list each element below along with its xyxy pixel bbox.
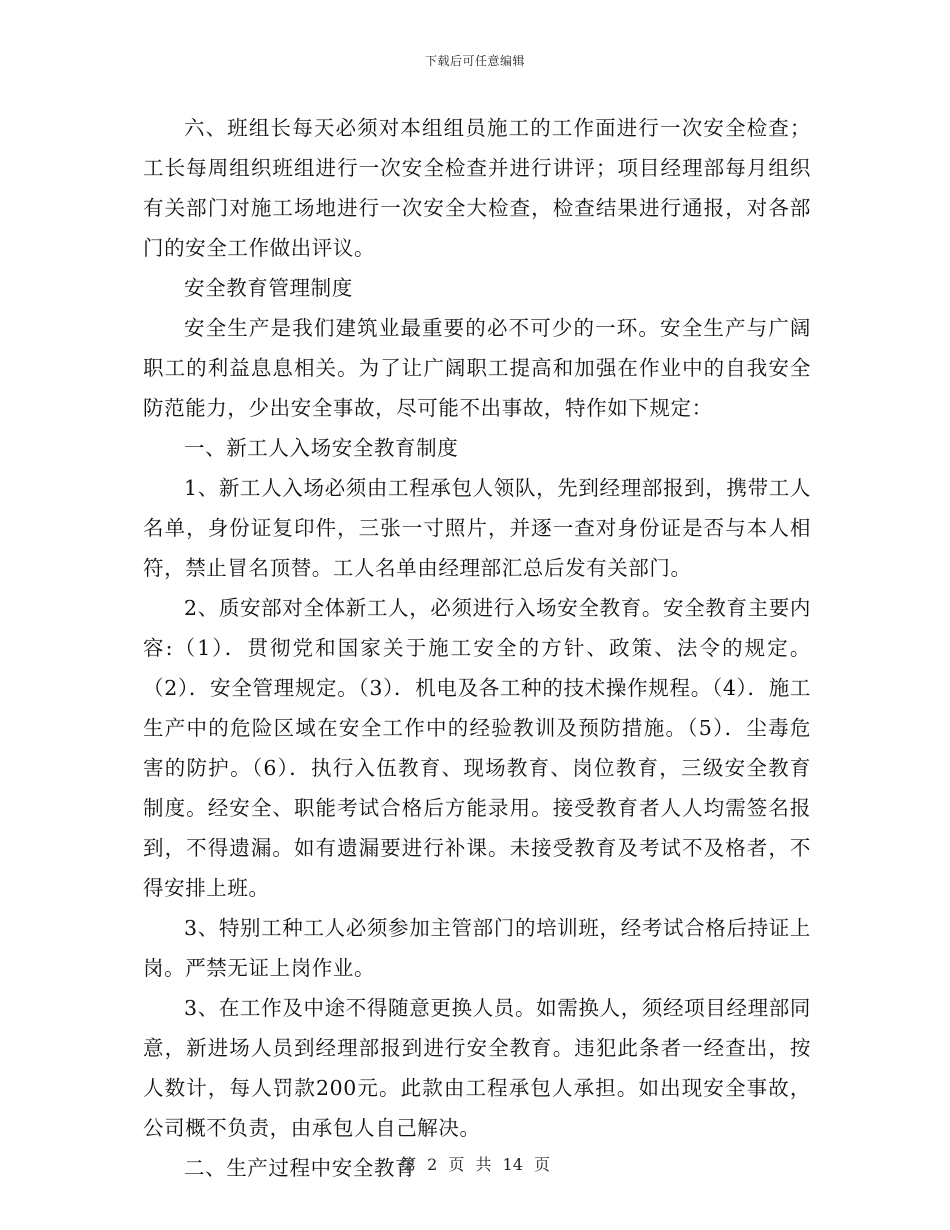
page-number: 第 2 页 共 14 页 — [400, 1155, 550, 1174]
page-header: 下载后可任意编辑 — [424, 54, 525, 68]
document-body — [143, 108, 811, 1188]
paragraph-item-3b: 3、在工作及中途不得随意更换人员。如需换人，须经项目经理部同意，新进场人员到经理部报到进行安全教育。违犯此条者一经查出，按人数计，每人罚款200元。此款由工程承包人承担。如出现安全事故，公司概不负责，由承包人自己解决。 — [143, 996, 811, 1140]
paragraph-item-1: 1、新工人入场必须由工程承包人领队，先到经理部报到，携带工人名单，身份证复印件，三张一寸照片，并逐一查对身份证是否与本人相符，禁止冒名顶替。工人名单由经理部汇总后发有关部门。 — [143, 476, 811, 580]
section-heading-new-worker: 一、新工人入场安全教育制度 — [184, 436, 459, 460]
section-heading-safety-education: 安全教育管理制度 — [184, 276, 353, 300]
paragraph-inspection-rule: 六、班组长每天必须对本组组员施工的工作面进行一次安全检查；工长每周组织班组进行一次安全检查并进行讲评；项目经理部每月组织有关部门对施工场地进行一次安全大检查，检查结果进行通报，对各部门的安全工作做出评议。 — [143, 116, 811, 260]
paragraph-item-3a: 3、特别工种工人必须参加主管部门的培训班，经考试合格后持证上岗。严禁无证上岗作业。 — [143, 916, 811, 980]
paragraph-intro: 安全生产是我们建筑业最重要的必不可少的一环。安全生产与广阔职工的利益息息相关。为了让广阔职工提高和加强在作业中的自我安全防范能力，少出安全事故，尽可能不出事故，特作如下规定： — [143, 316, 811, 420]
paragraph-item-2: 2、质安部对全体新工人，必须进行入场安全教育。安全教育主要内容:（1）．贯彻党和国家关于施工安全的方针、政策、法令的规定。（2）．安全管理规定。（3）．机电及各工种的技术操作规程。（4）．施工生产中的危险区域在安全工作中的经验教训及预防措施。（5）．尘毒危害的防护。（6）．执行入伍教育、现场教育、岗位教育，三级安全教育制度。经安全、职能考试合格后方能录用。接受教育者人人均需签名报到，不得遗漏。如有遗漏要进行补课。未接受教育及考试不及格者，不得安排上班。 — [143, 596, 811, 900]
section-heading-production-education: 二、生产过程中安全教育 — [184, 1156, 417, 1180]
